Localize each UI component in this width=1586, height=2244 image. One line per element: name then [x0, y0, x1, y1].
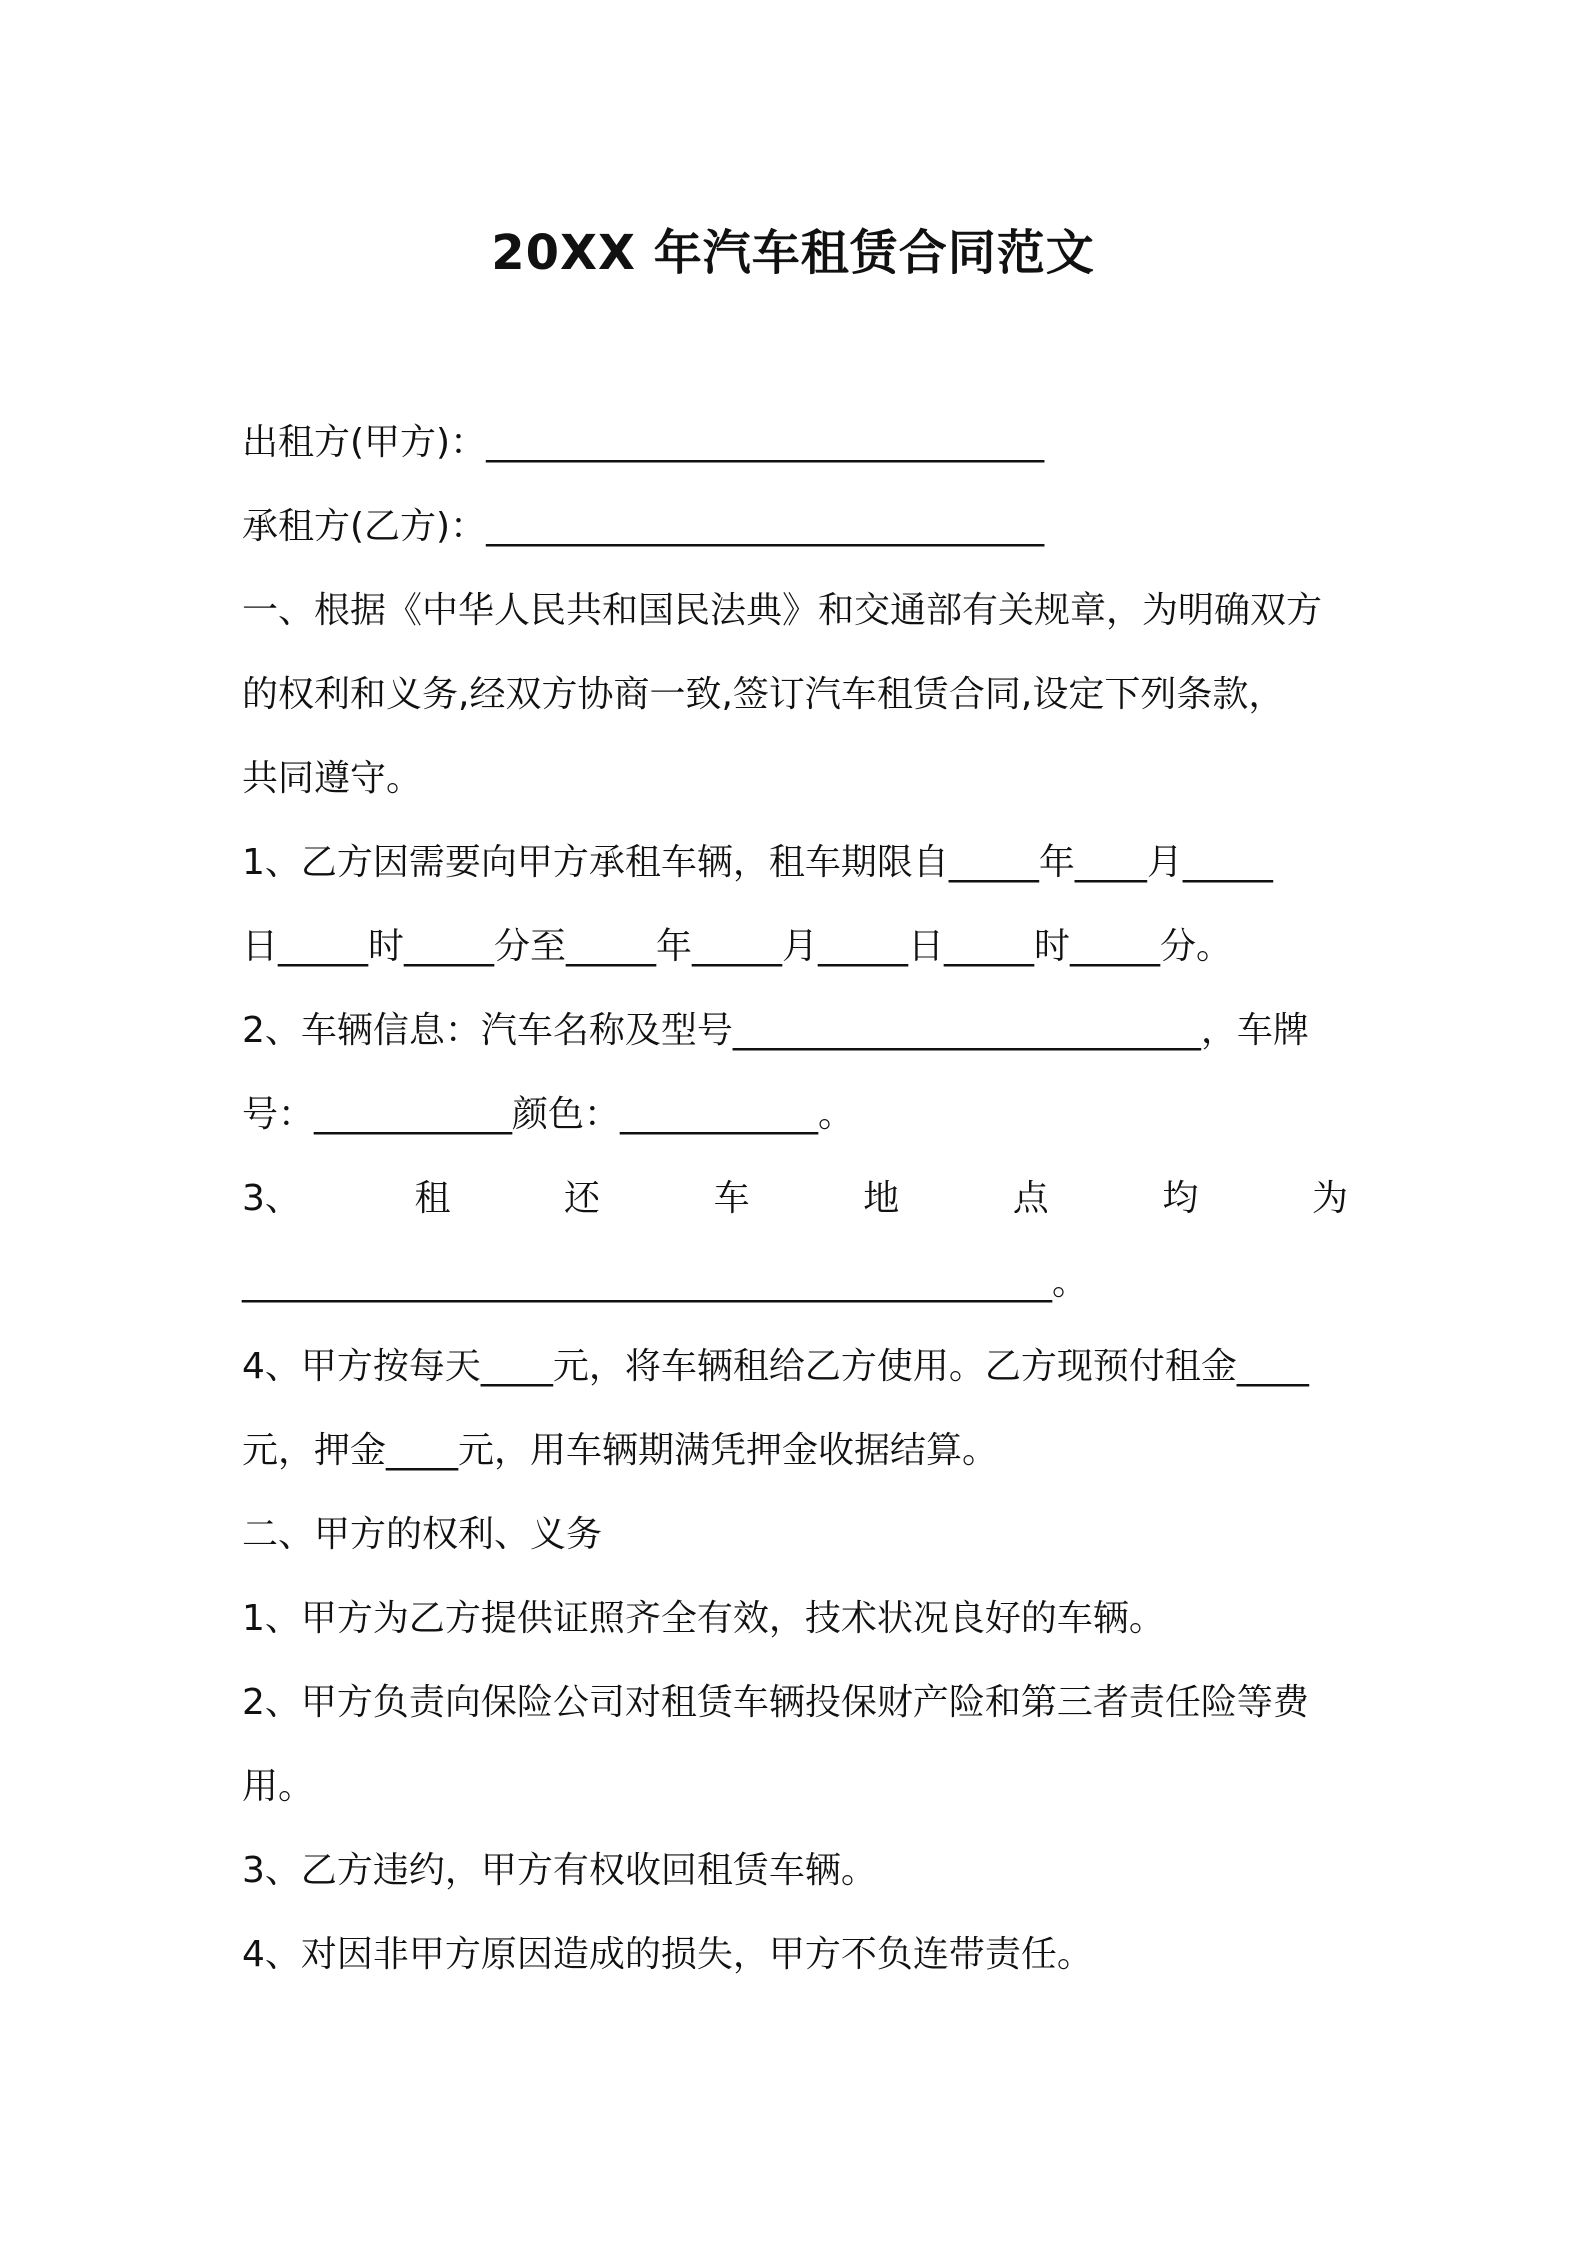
clause1-line2: 日_____时_____分至_____年_____月_____日_____时_____分。 — [242, 926, 1232, 967]
section2-item1: 1、甲方为乙方提供证照齐全有效，技术状况良好的车辆。 — [242, 1598, 1165, 1639]
lessor-line: 出租方(甲方)：_______________________________ — [242, 422, 1045, 463]
section1-intro-line2: 的权利和义务,经双方协商一致,签订汽车租赁合同,设定下列条款， — [242, 674, 1285, 715]
clause3-word: 租 — [414, 1178, 451, 1219]
document-title: 20XX 年汽车租赁合同范文 — [491, 225, 1095, 281]
clause2-line1: 2、车辆信息：汽车名称及型号__________________________，车牌 — [242, 1010, 1309, 1051]
clause3-word: 为 — [1311, 1178, 1348, 1219]
section1-intro-line1: 一、根据《中华人民共和国民法典》和交通部有关规章，为明确双方 — [242, 590, 1323, 631]
clause3-line2: _____________________________________________。 — [242, 1262, 1088, 1303]
clause4-line2: 元，押金____元，用车辆期满凭押金收据结算。 — [242, 1430, 999, 1471]
clause3-word: 3、 — [242, 1178, 301, 1219]
section2-item2-line2: 用。 — [242, 1766, 315, 1807]
section2-item2-line1: 2、甲方负责向保险公司对租赁车辆投保财产险和第三者责任险等费 — [242, 1682, 1309, 1723]
lessee-line: 承租方(乙方)：_______________________________ — [242, 506, 1045, 547]
clause3-line1 — [242, 1174, 1348, 1224]
section1-intro-line3: 共同遵守。 — [242, 758, 423, 799]
clause3-word: 地 — [863, 1178, 900, 1219]
clause3-word: 点 — [1012, 1178, 1049, 1219]
section2-heading: 二、甲方的权利、义务 — [242, 1514, 603, 1555]
clause3-word: 车 — [713, 1178, 750, 1219]
section2-item4: 4、对因非甲方原因造成的损失，甲方不负连带责任。 — [242, 1934, 1093, 1975]
clause3-word: 均 — [1162, 1178, 1199, 1219]
clause2-line2: 号：___________颜色：___________。 — [242, 1094, 855, 1135]
section2-item3: 3、乙方违约，甲方有权收回租赁车辆。 — [242, 1850, 877, 1891]
clause3-word: 还 — [564, 1178, 601, 1219]
clause4-line1: 4、甲方按每天____元，将车辆租给乙方使用。乙方现预付租金____ — [242, 1346, 1309, 1387]
clause1-line1: 1、乙方因需要向甲方承租车辆，租车期限自_____年____月_____ — [242, 842, 1273, 883]
